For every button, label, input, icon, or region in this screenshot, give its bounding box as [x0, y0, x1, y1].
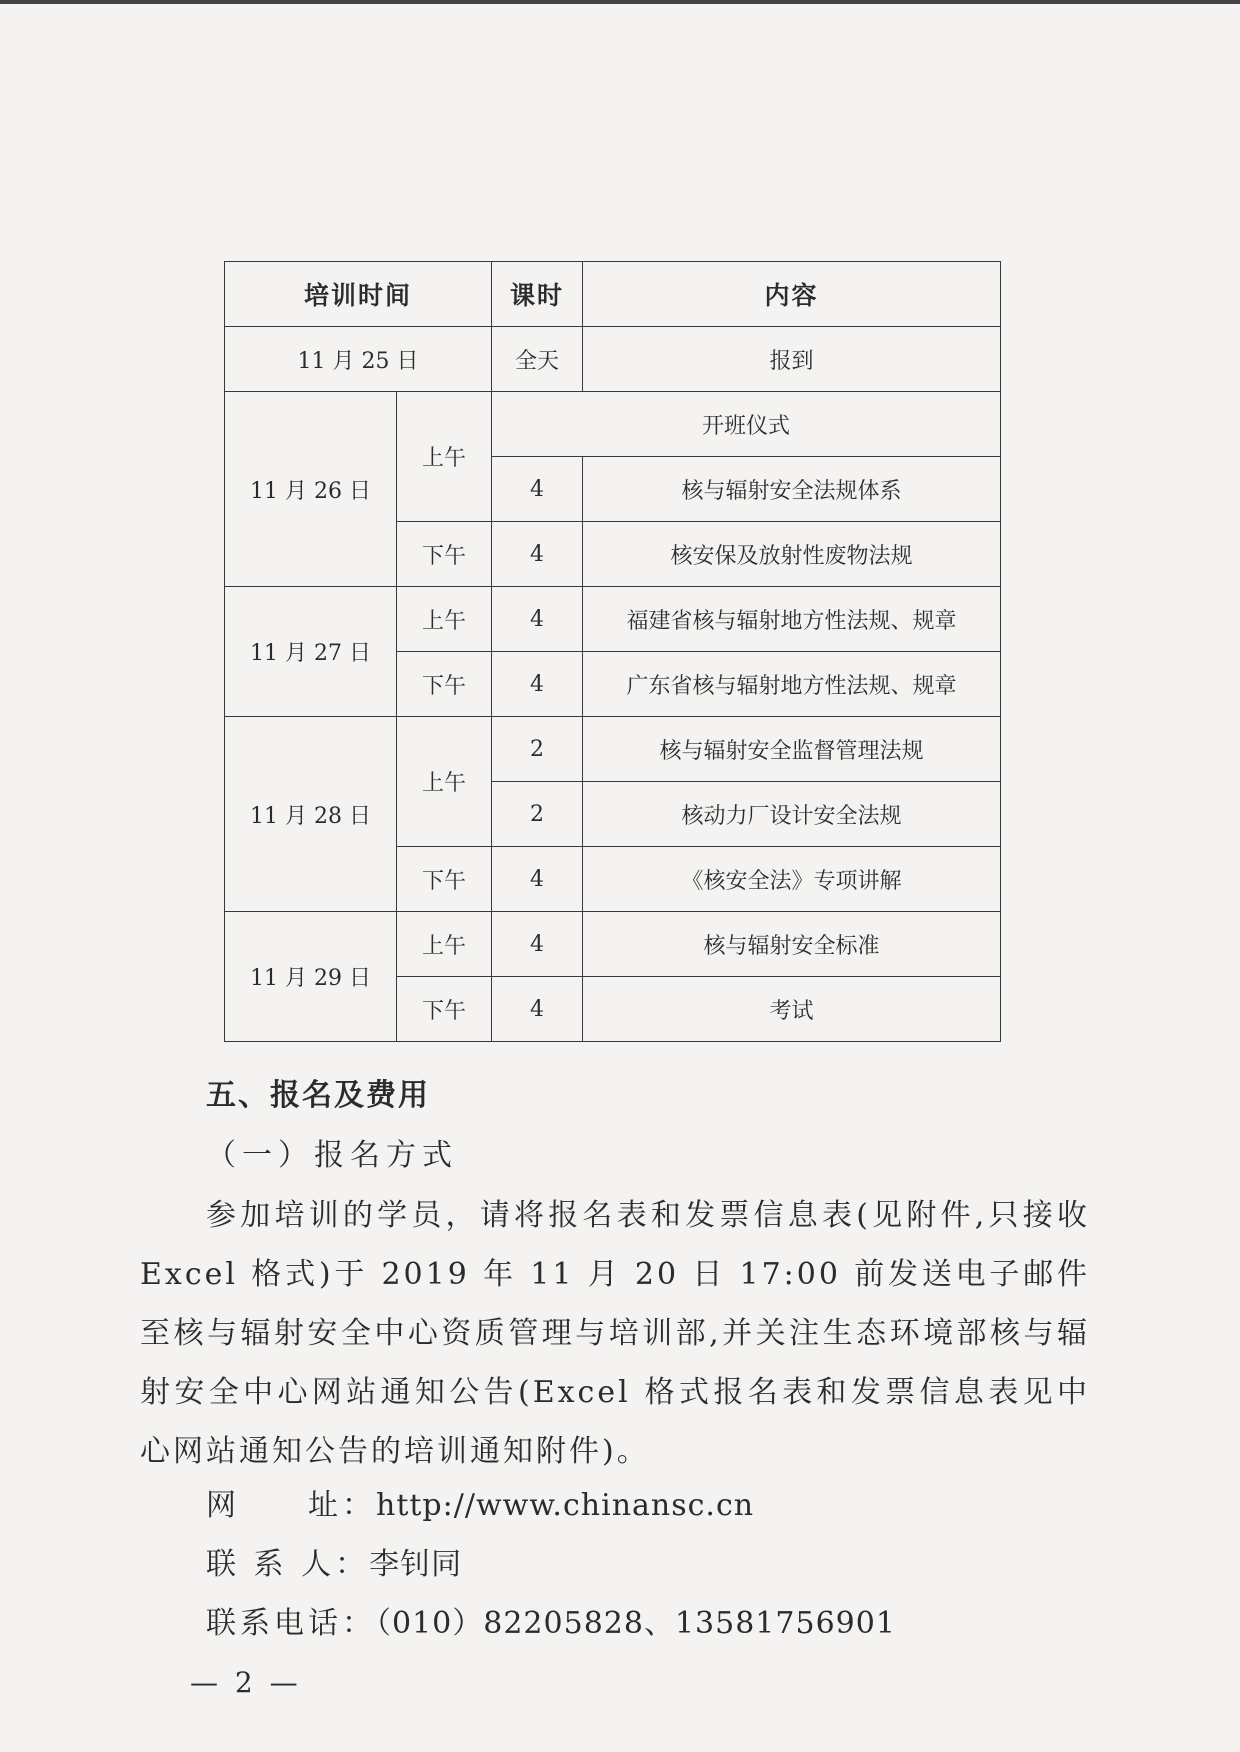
hours-cell: 全天 — [492, 327, 583, 392]
table-header-row — [225, 262, 1001, 327]
website-link[interactable]: http://www.chinansc.cn — [376, 1488, 755, 1523]
hours-cell: 4 — [492, 652, 583, 717]
hours-cell: 2 — [492, 717, 583, 782]
date-cell: 11 月 28 日 — [225, 717, 397, 912]
date-cell: 11 月 25 日 — [225, 327, 492, 392]
table-row — [225, 392, 1001, 457]
website-line — [206, 1480, 754, 1524]
header-hours: 课时 — [492, 262, 583, 327]
period-cell: 下午 — [397, 522, 492, 587]
period-cell: 上午 — [397, 717, 492, 847]
period-cell: 上午 — [397, 587, 492, 652]
content-cell: 广东省核与辐射地方性法规、规章 — [583, 652, 1001, 717]
content-cell: 《核安全法》专项讲解 — [583, 847, 1001, 912]
table-row — [225, 327, 1001, 392]
header-content: 内容 — [583, 262, 1001, 327]
period-cell: 上午 — [397, 392, 492, 522]
subsection-title: （一）报名方式 — [206, 1138, 458, 1173]
date-cell: 11 月 27 日 — [225, 587, 397, 717]
hours-cell: 4 — [492, 587, 583, 652]
header-training-time: 培训时间 — [225, 262, 492, 327]
content-cell: 开班仪式 — [492, 392, 1001, 457]
table-row — [225, 587, 1001, 652]
contact-person-name: 李钊同 — [369, 1547, 463, 1582]
period-cell: 下午 — [397, 652, 492, 717]
content-cell: 核与辐射安全监督管理法规 — [583, 717, 1001, 782]
hours-cell: 4 — [492, 457, 583, 522]
hours-cell: 4 — [492, 977, 583, 1042]
table-row — [225, 912, 1001, 977]
contact-person-line — [206, 1539, 462, 1583]
contact-phone-line — [206, 1598, 896, 1642]
hours-cell: 2 — [492, 782, 583, 847]
content-cell: 福建省核与辐射地方性法规、规章 — [583, 587, 1001, 652]
date-cell: 11 月 26 日 — [225, 392, 397, 587]
contact-phone-value: （010）82205828、13581756901 — [376, 1606, 896, 1641]
period-cell: 下午 — [397, 977, 492, 1042]
period-cell: 上午 — [397, 912, 492, 977]
website-label: 网 址： — [206, 1488, 376, 1523]
page-number: — 2 — — [190, 1666, 302, 1699]
training-schedule-table — [224, 261, 1001, 1042]
section-title: 五、报名及费用 — [206, 1078, 430, 1113]
content-cell: 报到 — [583, 327, 1001, 392]
content-cell: 核动力厂设计安全法规 — [583, 782, 1001, 847]
table-row — [225, 717, 1001, 782]
content-cell: 核安保及放射性废物法规 — [583, 522, 1001, 587]
date-cell: 11 月 29 日 — [225, 912, 397, 1042]
hours-cell: 4 — [492, 912, 583, 977]
contact-phone-label: 联系电话： — [206, 1606, 376, 1641]
scan-top-edge — [0, 0, 1240, 4]
content-cell: 核与辐射安全法规体系 — [583, 457, 1001, 522]
content-cell: 考试 — [583, 977, 1001, 1042]
contact-person-label: 联 系 人： — [206, 1547, 370, 1582]
content-cell: 核与辐射安全标准 — [583, 912, 1001, 977]
registration-paragraph: 参加培训的学员，请将报名表和发票信息表(见附件,只接收Excel 格式)于 2019 年 11 月 20 日 17:00 前发送电子邮件至核与辐射安全中心资质管理与培训部,并关注生态环境部核与辐射安全中心网站通知公告(Excel 格式报名表和发票信息表见中心网站通知公告的培训通知附件)。 — [140, 1198, 1090, 1469]
period-cell: 下午 — [397, 847, 492, 912]
hours-cell: 4 — [492, 522, 583, 587]
hours-cell: 4 — [492, 847, 583, 912]
